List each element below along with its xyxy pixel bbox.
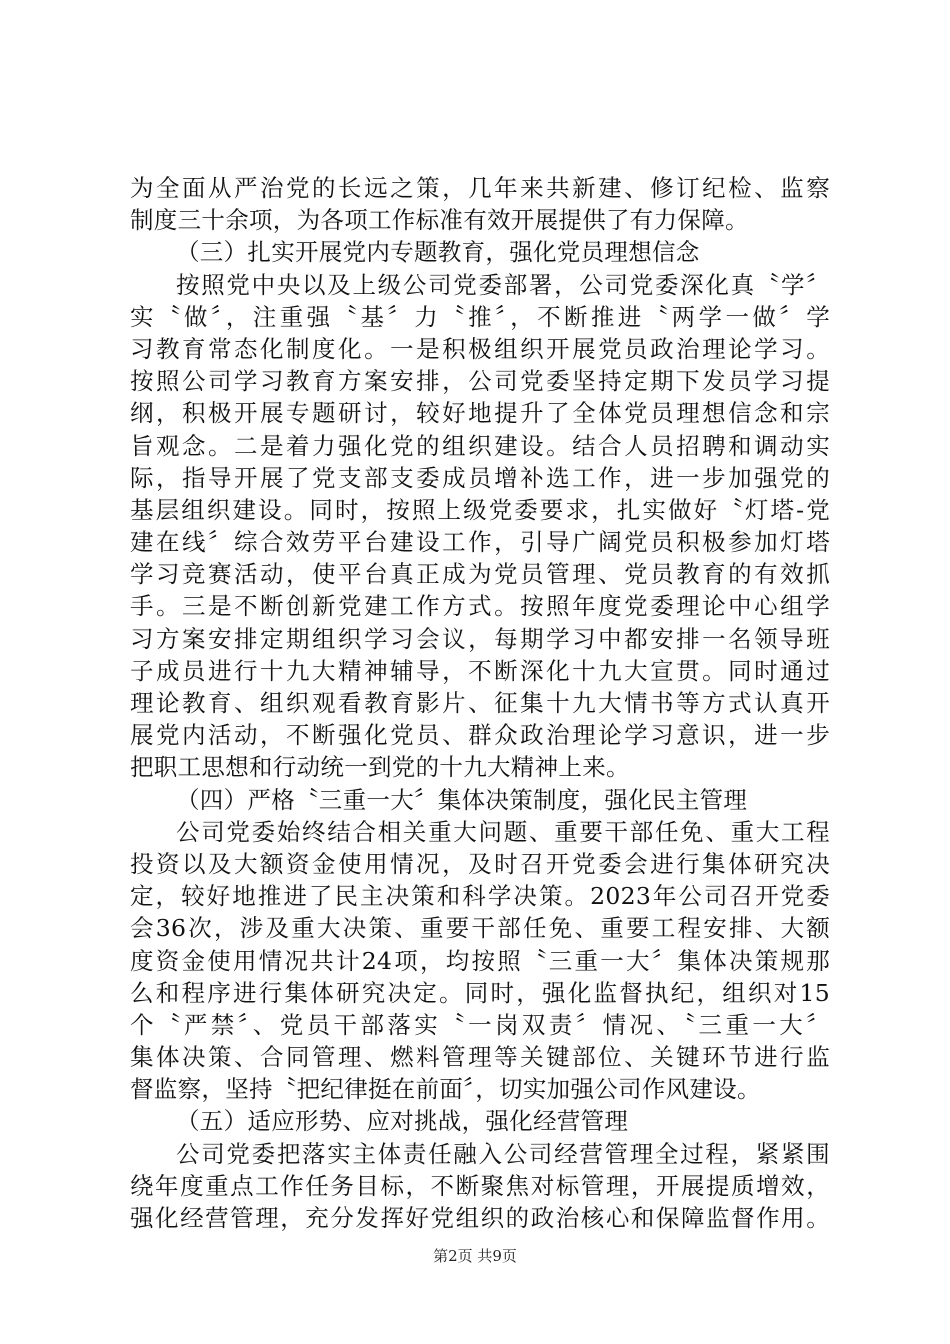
- paragraph-line: 么和程序进行集体研究决定。同时，强化监督执纪，组织对15: [130, 978, 830, 1007]
- paragraph-line: 实〝做〞，注重强〝基〞力〝推〞，不断推进〝两学一做〞学: [130, 302, 830, 331]
- paragraph-line: 手。三是不断创新党建工作方式。按照年度党委理论中心组学: [130, 592, 830, 621]
- paragraph-line: 纲，积极开展专题研讨，较好地提升了全体党员理想信念和宗: [130, 399, 830, 428]
- paragraph-line: 习教育常态化制度化。一是积极组织开展党员政治理论学习。: [130, 334, 830, 363]
- document-body: [130, 172, 830, 1234]
- paragraph-line: 习方案安排定期组织学习会议，每期学习中都安排一名领导班: [130, 624, 830, 653]
- paragraph-line: 子成员进行十九大精神辅导，不断深化十九大宣贯。同时通过: [130, 656, 830, 685]
- paragraph-line: 把职工思想和行动统一到党的十九大精神上来。: [130, 753, 630, 782]
- paragraph-line: 督监察，坚持〝把纪律挺在前面〞，切实加强公司作风建设。: [130, 1075, 761, 1104]
- paragraph-line: 定，较好地推进了民主决策和科学决策。2023年公司召开党委: [130, 882, 830, 911]
- paragraph-line: 制度三十余项，为各项工作标准有效开展提供了有力保障。: [130, 206, 749, 235]
- paragraph-line: 公司党委把落实主体责任融入公司经营管理全过程，紧紧围: [176, 1139, 830, 1168]
- paragraph-line: 度资金使用情况共计24项，均按照〝三重一大〞集体决策规那: [130, 946, 830, 975]
- page-footer: 第2页 共9页: [433, 1247, 517, 1265]
- paragraph-line: 际，指导开展了党支部支委成员增补选工作，进一步加强党的: [130, 463, 830, 492]
- paragraph-line: 建在线〞综合效劳平台建设工作，引导广阔党员积极参加灯塔: [130, 528, 830, 557]
- paragraph-line: 按照党中央以及上级公司党委部署，公司党委深化真〝学〞: [176, 270, 830, 299]
- paragraph-line: 展党内活动，不断强化党员、群众政治理论学习意识，进一步: [130, 721, 830, 750]
- paragraph-line: 集体决策、合同管理、燃料管理等关键部位、关键环节进行监: [130, 1043, 830, 1072]
- paragraph-line: 基层组织建设。同时，按照上级党委要求，扎实做好〝灯塔-党: [130, 495, 830, 524]
- paragraph-line: 投资以及大额资金使用情况，及时召开党委会进行集体研究决: [130, 849, 830, 878]
- paragraph-line: 理论教育、组织观看教育影片、征集十九大情书等方式认真开: [130, 689, 830, 717]
- section-heading: （五）适应形势、应对挑战，强化经营管理: [176, 1107, 629, 1136]
- paragraph-line: 会36次，涉及重大决策、重要干部任免、重要工程安排、大额: [130, 914, 830, 943]
- paragraph-line: 学习竞赛活动，使平台真正成为党员管理、党员教育的有效抓: [130, 560, 830, 589]
- paragraph-line: 公司党委始终结合相关重大问题、重要干部任免、重大工程: [176, 817, 830, 846]
- paragraph-line: 绕年度重点工作任务目标，不断聚焦对标管理，开展提质增效，: [130, 1171, 830, 1200]
- paragraph-line: 按照公司学习教育方案安排，公司党委坚持定期下发员学习提: [130, 367, 830, 396]
- section-heading: （三）扎实开展党内专题教育，强化党员理想信念: [176, 238, 700, 267]
- paragraph-line: 为全面从严治党的长远之策，几年来共新建、修订纪检、监察: [130, 174, 830, 202]
- section-heading: （四）严格〝三重一大〞集体决策制度，强化民主管理: [176, 785, 748, 814]
- paragraph-line: 个〝严禁〞、党员干部落实〝一岗双责〞情况、〝三重一大〞: [130, 1010, 830, 1039]
- paragraph-line: 旨观念。二是着力强化党的组织建设。结合人员招聘和调动实: [130, 431, 830, 460]
- paragraph-line: 强化经营管理，充分发挥好党组织的政治核心和保障监督作用。: [130, 1204, 830, 1232]
